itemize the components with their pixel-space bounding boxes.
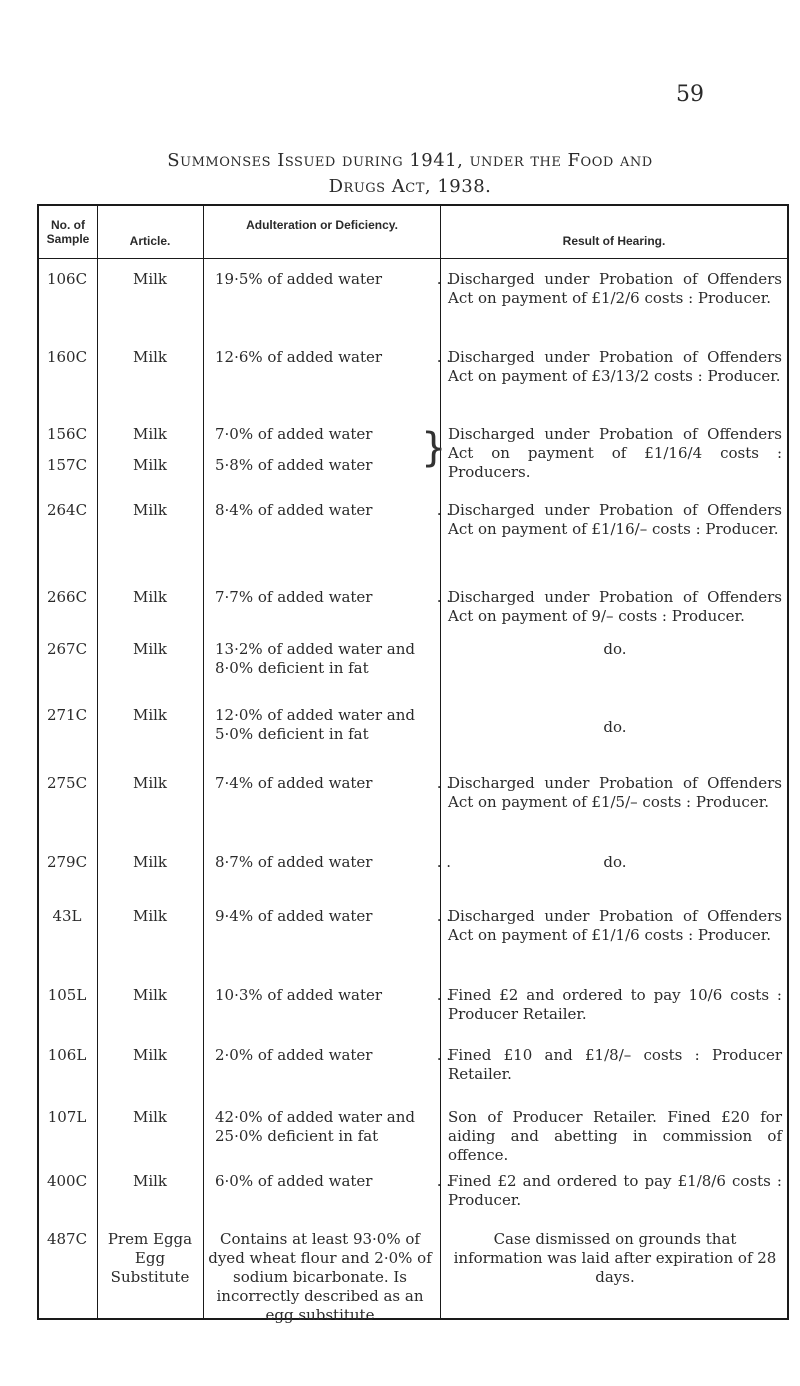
hearing-result: Discharged under Probation of Offenders Act on payment of £1/1/6 costs : Producer. (448, 907, 782, 944)
hearing-result: do. (603, 853, 627, 871)
hearing-result: Son of Producer Retailer. Fined £20 for aiding and abetting in commission of offence. (448, 1108, 782, 1164)
article-name: Milk (132, 425, 168, 443)
adulteration-text: 6·0% of added water . . (215, 1172, 451, 1190)
article-name: Milk (132, 986, 168, 1004)
sample-number: 400C (46, 1172, 88, 1190)
article-name: Milk (132, 588, 168, 606)
sample-number: 107L (47, 1108, 87, 1126)
article-name: Milk (132, 853, 168, 871)
article-name: Milk (132, 456, 168, 474)
sample-number: 105L (47, 986, 87, 1004)
hearing-result: Discharged under Probation of Offenders Act on payment of £1/2/6 costs : Producer. (448, 270, 782, 307)
adulteration-text: 7·4% of added water . . (215, 774, 451, 792)
header-result: Result of Hearing. (562, 234, 666, 248)
adulteration-text: 19·5% of added water . . (215, 270, 451, 288)
hearing-result: Case dismissed on grounds that information was laid after expiration of 28 days. (453, 1230, 777, 1286)
sample-number: 266C (46, 588, 88, 606)
adulteration-text: Contains at least 93·0% of dyed wheat flour and 2·0% of sodium bicarbonate. Is incorrectly described as an egg substitute (208, 1230, 432, 1324)
adulteration-text: 9·4% of added water . . (215, 907, 451, 925)
article-name: Milk (132, 1046, 168, 1064)
adulteration-text: 12·6% of added water . . (215, 348, 451, 366)
article-name: Milk (132, 907, 168, 925)
sample-number: 156C (46, 425, 88, 443)
sample-number: 487C (46, 1230, 88, 1248)
table-border-left (37, 204, 39, 1320)
article-name: Milk (132, 706, 168, 724)
article-name: Milk (132, 270, 168, 288)
sample-number: 264C (46, 501, 88, 519)
table-title: Summonses Issued during 1941, under the Food and (167, 150, 653, 171)
article-name: Milk (132, 501, 168, 519)
hearing-result: do. (603, 718, 627, 736)
hearing-result: Fined £2 and ordered to pay £1/8/6 costs : Producer. (448, 1172, 782, 1209)
column-divider-1 (97, 204, 98, 1320)
adulteration-text: 2·0% of added water . . (215, 1046, 451, 1064)
hearing-result: do. (603, 640, 627, 658)
table-border-top (37, 204, 789, 206)
adulteration-text: 10·3% of added water . . (215, 986, 451, 1004)
adulteration-text: 5·8% of added water (215, 456, 373, 474)
adulteration-text: 12·0% of added water and 5·0% deficient in fat (215, 706, 415, 743)
sample-number: 157C (46, 456, 88, 474)
article-name: Milk (132, 1172, 168, 1190)
hearing-result: Discharged under Probation of Offenders Act on payment of 9/– costs : Producer. (448, 588, 782, 625)
page-number: 59 (676, 82, 704, 107)
article-name: Prem Egga Egg Substitute (107, 1230, 193, 1286)
header-sample-no: No. of Sample (46, 218, 90, 246)
hearing-result: Discharged under Probation of Offenders Act on payment of £1/16/– costs : Producer. (448, 501, 782, 538)
sample-number: 160C (46, 348, 88, 366)
hearing-result: Discharged under Probation of Offenders Act on payment of £3/13/2 costs : Producer. (448, 348, 782, 385)
adulteration-text: 42·0% of added water and 25·0% deficient in fat (215, 1108, 415, 1145)
article-name: Milk (132, 1108, 168, 1126)
sample-number: 267C (46, 640, 88, 658)
adulteration-text: 8·7% of added water . . (215, 853, 451, 871)
sample-number: 43L (52, 907, 82, 925)
header-divider (37, 258, 789, 259)
sample-number: 106C (46, 270, 88, 288)
sample-number: 271C (46, 706, 88, 724)
sample-number: 275C (46, 774, 88, 792)
article-name: Milk (132, 774, 168, 792)
header-adulteration: Adulteration or Deficiency. (246, 218, 398, 232)
adulteration-text: 7·0% of added water (215, 425, 373, 443)
adulteration-text: 7·7% of added water . . (215, 588, 451, 606)
sample-number: 106L (47, 1046, 87, 1064)
column-divider-2 (203, 204, 204, 1320)
table-title-continued: Drugs Act, 1938. (328, 176, 492, 197)
adulteration-text: 8·4% of added water . . (215, 501, 451, 519)
hearing-result: Fined £10 and £1/8/– costs : Producer Retailer. (448, 1046, 782, 1083)
hearing-result: Discharged under Probation of Offenders Act on payment of £1/16/4 costs : Producers. (448, 425, 782, 481)
adulteration-text: 13·2% of added water and 8·0% deficient in fat (215, 640, 415, 677)
article-name: Milk (132, 640, 168, 658)
header-article: Article. (129, 234, 171, 248)
bracket-brace: } (421, 425, 447, 471)
hearing-result: Fined £2 and ordered to pay 10/6 costs : Producer Retailer. (448, 986, 782, 1023)
article-name: Milk (132, 348, 168, 366)
summonses-table (37, 204, 789, 1324)
sample-number: 279C (46, 853, 88, 871)
table-border-right (787, 204, 789, 1320)
hearing-result: Discharged under Probation of Offenders Act on payment of £1/5/– costs : Producer. (448, 774, 782, 811)
column-divider-3 (440, 204, 441, 1320)
